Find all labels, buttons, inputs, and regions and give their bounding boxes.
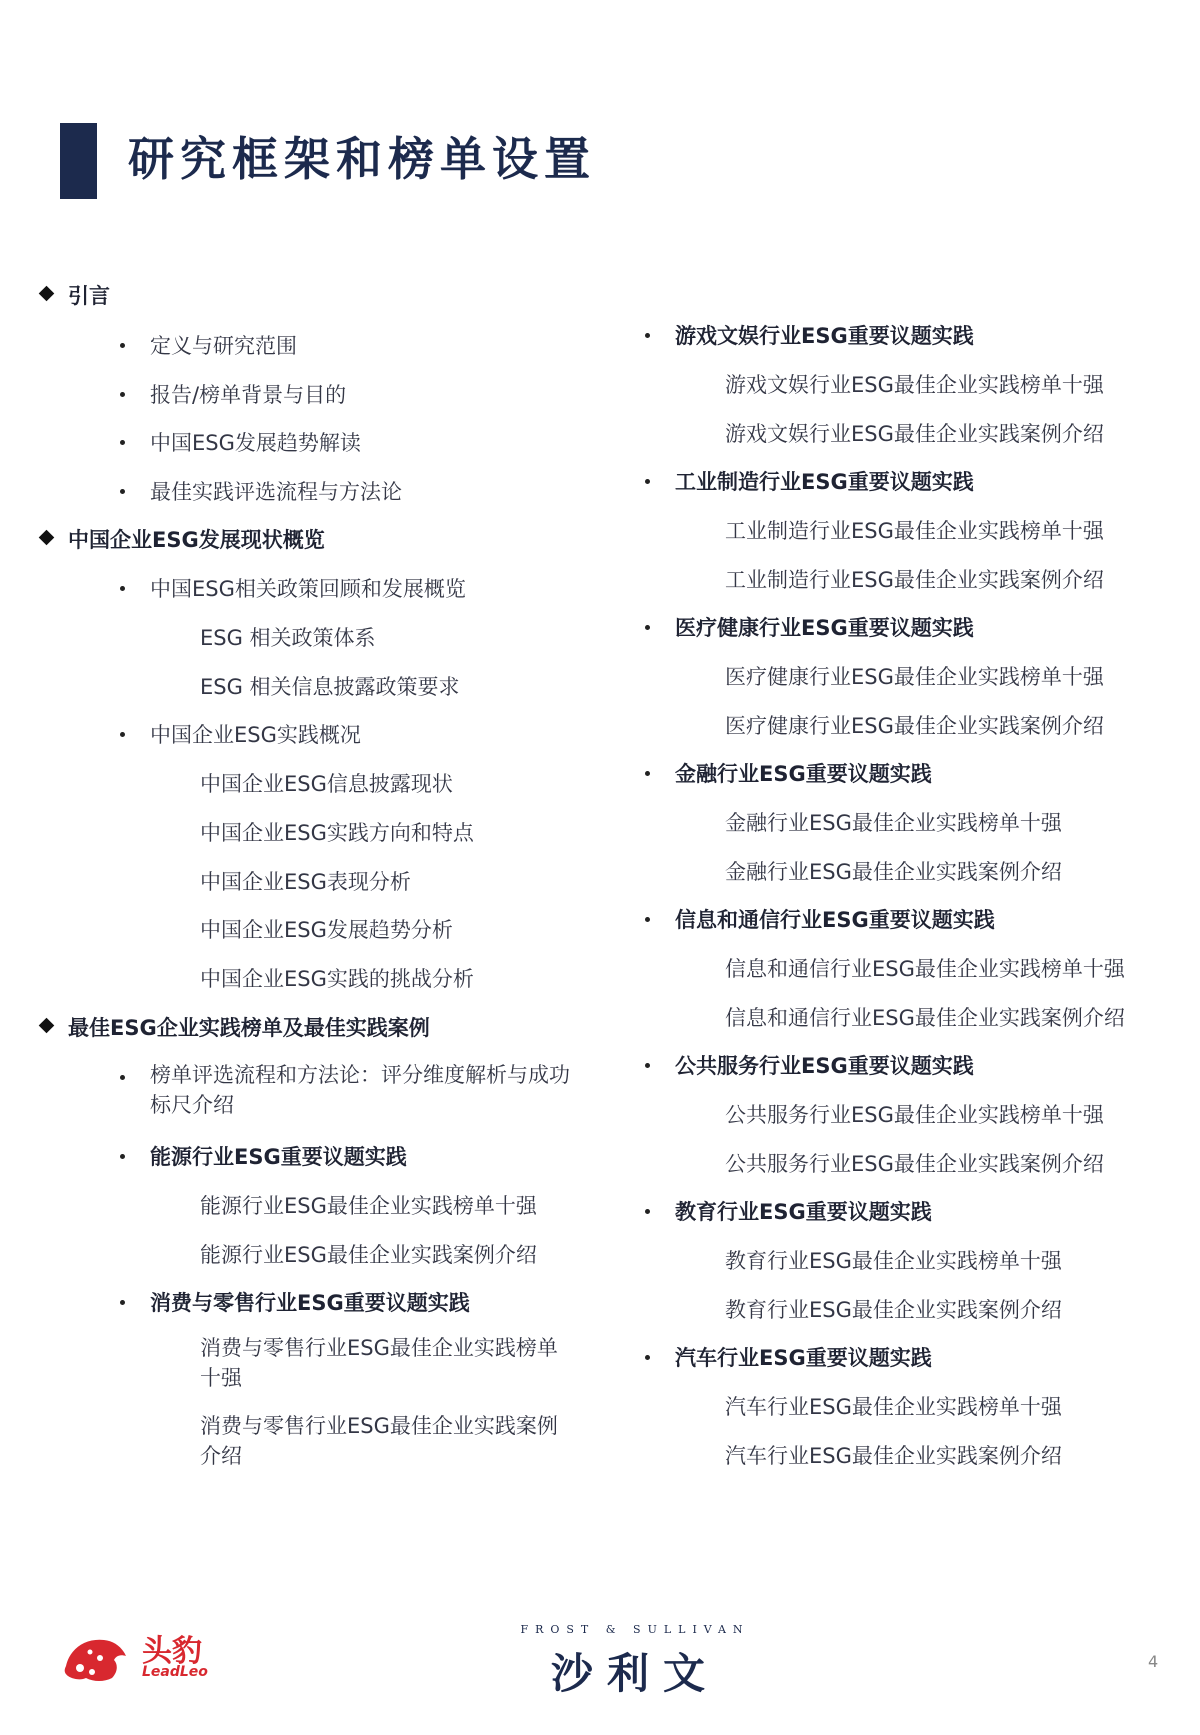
toc-subitem: 公共服务行业ESG最佳企业实践案例介绍 xyxy=(725,1152,1104,1176)
toc-subitem: 中国企业ESG实践的挑战分析 xyxy=(200,967,474,991)
toc-subitem: 消费与零售行业ESG最佳企业实践榜单十强 xyxy=(200,1336,558,1390)
toc-subitem: 汽车行业ESG最佳企业实践榜单十强 xyxy=(725,1395,1062,1419)
toc-subitem: 能源行业ESG最佳企业实践案例介绍 xyxy=(200,1243,537,1267)
frost-sullivan-cn: 沙利文 xyxy=(550,1649,719,1698)
toc-subitem: 中国企业ESG实践方向和特点 xyxy=(200,821,474,845)
toc-subitem: 能源行业ESG最佳企业实践榜单十强 xyxy=(200,1194,537,1218)
toc-subitem: 消费与零售行业ESG最佳企业实践案例介绍 xyxy=(200,1414,558,1468)
frost-sullivan-en: FROST & SULLIVAN xyxy=(520,1623,750,1636)
toc-item: 最佳实践评选流程与方法论 xyxy=(150,480,402,504)
bullet-dot-icon xyxy=(645,917,650,922)
toc-item: 能源行业ESG重要议题实践 xyxy=(150,1145,407,1169)
toc-section-status: 中国企业ESG发展现状概览 xyxy=(68,528,325,552)
page-number: 4 xyxy=(1148,1652,1159,1671)
toc-industry-heading: 信息和通信行业ESG重要议题实践 xyxy=(675,908,995,932)
toc-subitem: 金融行业ESG最佳企业实践榜单十强 xyxy=(725,811,1062,835)
toc-item: 中国ESG相关政策回顾和发展概览 xyxy=(150,577,466,601)
bullet-dot-icon xyxy=(645,1209,650,1214)
toc-subitem: 工业制造行业ESG最佳企业实践案例介绍 xyxy=(725,568,1104,592)
toc-subitem: 教育行业ESG最佳企业实践榜单十强 xyxy=(725,1249,1062,1273)
toc-subitem: 中国企业ESG表现分析 xyxy=(200,870,411,894)
bullet-dot-icon xyxy=(645,1355,650,1360)
page-title: 研究框架和榜单设置 xyxy=(128,132,596,186)
frost-sullivan-logo xyxy=(515,1623,755,1703)
bullet-dot-icon xyxy=(120,1300,125,1305)
toc-industry-heading: 金融行业ESG重要议题实践 xyxy=(675,762,932,786)
toc-subitem: 汽车行业ESG最佳企业实践案例介绍 xyxy=(725,1444,1062,1468)
toc-subitem: 中国企业ESG信息披露现状 xyxy=(200,772,453,796)
bullet-dot-icon xyxy=(120,1154,125,1159)
bullet-dot-icon xyxy=(645,625,650,630)
toc-item: 中国ESG发展趋势解读 xyxy=(150,431,361,455)
toc-subitem: 信息和通信行业ESG最佳企业实践榜单十强 xyxy=(725,957,1125,981)
diamond-bullet-icon xyxy=(39,530,55,546)
toc-subitem: 金融行业ESG最佳企业实践案例介绍 xyxy=(725,860,1062,884)
toc-industry-heading: 汽车行业ESG重要议题实践 xyxy=(675,1346,932,1370)
leadleo-cn-name: 头豹 xyxy=(142,1634,202,1669)
toc-item: 报告/榜单背景与目的 xyxy=(150,383,347,407)
toc-industry-heading: 工业制造行业ESG重要议题实践 xyxy=(675,470,974,494)
bullet-dot-icon xyxy=(120,586,125,591)
bullet-dot-icon xyxy=(645,771,650,776)
toc-item: 榜单评选流程和方法论：评分维度解析与成功标尺介绍 xyxy=(150,1063,570,1117)
bullet-dot-icon xyxy=(645,1063,650,1068)
bullet-dot-icon xyxy=(120,1075,125,1080)
toc-subitem: 医疗健康行业ESG最佳企业实践案例介绍 xyxy=(725,714,1104,738)
diamond-bullet-icon xyxy=(39,1018,55,1034)
bullet-dot-icon xyxy=(120,440,125,445)
bullet-dot-icon xyxy=(645,333,650,338)
toc-item: 消费与零售行业ESG重要议题实践 xyxy=(150,1291,470,1315)
toc-subitem: ESG 相关信息披露政策要求 xyxy=(200,675,460,699)
toc-industry-heading: 公共服务行业ESG重要议题实践 xyxy=(675,1054,974,1078)
diamond-bullet-icon xyxy=(39,286,55,302)
leadleo-logo xyxy=(60,1620,220,1690)
toc-item: 定义与研究范围 xyxy=(150,334,297,358)
bullet-dot-icon xyxy=(120,343,125,348)
toc-subitem: 游戏文娱行业ESG最佳企业实践榜单十强 xyxy=(725,373,1104,397)
title-accent-bar xyxy=(60,123,97,199)
toc-subitem: 游戏文娱行业ESG最佳企业实践案例介绍 xyxy=(725,422,1104,446)
toc-industry-heading: 教育行业ESG重要议题实践 xyxy=(675,1200,932,1224)
bullet-dot-icon xyxy=(645,479,650,484)
toc-section-intro: 引言 xyxy=(68,284,110,308)
toc-section-best-practice: 最佳ESG企业实践榜单及最佳实践案例 xyxy=(68,1016,430,1040)
bullet-dot-icon xyxy=(120,489,125,494)
toc-industry-heading: 游戏文娱行业ESG重要议题实践 xyxy=(675,324,974,348)
toc-industry-heading: 医疗健康行业ESG重要议题实践 xyxy=(675,616,974,640)
bullet-dot-icon xyxy=(120,732,125,737)
toc-subitem: 信息和通信行业ESG最佳企业实践案例介绍 xyxy=(725,1006,1125,1030)
toc-subitem: 中国企业ESG发展趋势分析 xyxy=(200,918,453,942)
toc-subitem: 工业制造行业ESG最佳企业实践榜单十强 xyxy=(725,519,1104,543)
toc-item: 中国企业ESG实践概况 xyxy=(150,723,361,747)
toc-subitem: 公共服务行业ESG最佳企业实践榜单十强 xyxy=(725,1103,1104,1127)
toc-subitem: 医疗健康行业ESG最佳企业实践榜单十强 xyxy=(725,665,1104,689)
leadleo-en-name: LeadLeo xyxy=(142,1664,208,1680)
toc-subitem: 教育行业ESG最佳企业实践案例介绍 xyxy=(725,1298,1062,1322)
bullet-dot-icon xyxy=(120,392,125,397)
toc-subitem: ESG 相关政策体系 xyxy=(200,626,376,650)
